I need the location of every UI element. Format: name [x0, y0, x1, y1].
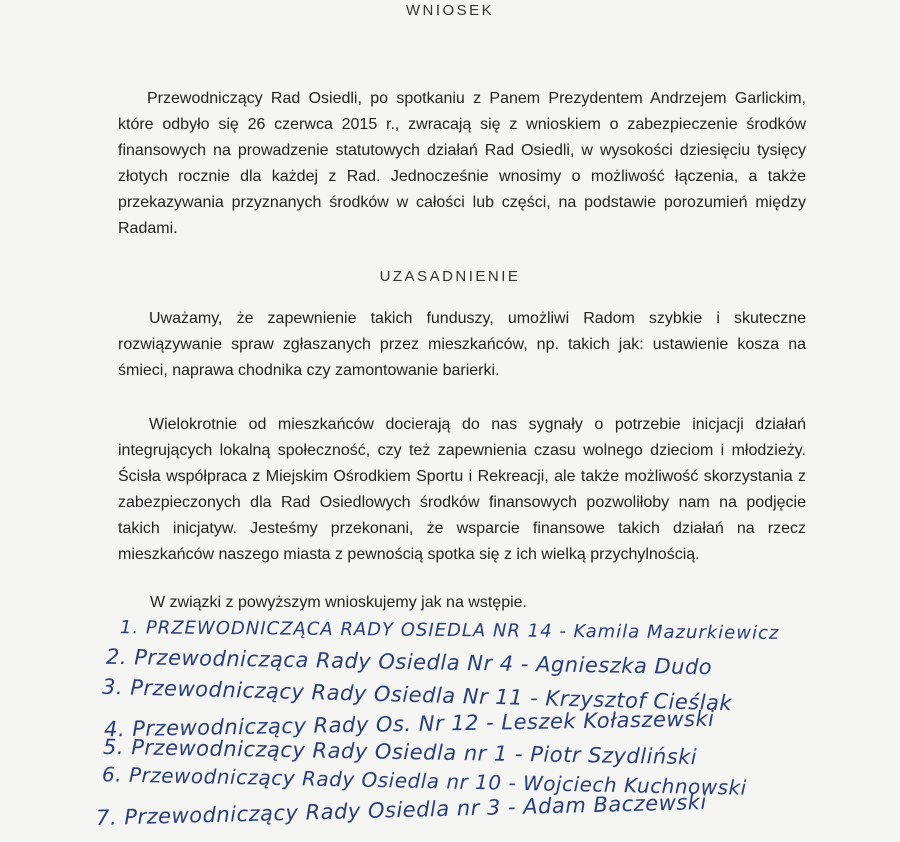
handwritten-signature-line: 6. Przewodniczący Rady Osiedla nr 10 - Wojciech Kuchnowski: [101, 762, 747, 800]
handwritten-signature-line: 4. Przewodniczący Rady Os. Nr 12 - Leszek Kołaszewski: [103, 706, 715, 742]
handwritten-signature-line: 3. Przewodniczący Rady Osiedla Nr 11 - Krzysztof Cieślak: [101, 674, 733, 716]
handwritten-signature-line: 1. PRZEWODNICZĄCA RADY OSIEDLA NR 14 - Kamila Mazurkiewicz: [119, 617, 780, 644]
document-title: WNIOSEK: [405, 2, 495, 19]
justification-paragraph-1: Uważamy, że zapewnienie takich funduszy, umożliwi Radom szybkie i skuteczne rozwiązywanie spraw zgłaszanych przez mieszkańców, np. takich jak: ustawienie kosza na śmieci, naprawa chodnika czy zamontowanie barierki.: [118, 310, 806, 379]
justification-paragraph-2: Wielokrotnie od mieszkańców docierają do nas sygnały o potrzebie inicjacji działań integrujących lokalną społeczność, czy też zapewnienia czasu wolnego dzieciom i młodzieży. Ścisła współpraca z Miejskim Ośrodkiem Sportu i Rekreacji, ale także możliwość skorzystania z zabezpieczonych dla Rad Osiedlowych środków finansowych pozwoliłoby nam na podjęcie takich inicjatyw. Jesteśmy przekonani, że wsparcie finansowe takich działań na rzecz mieszkańców naszego miasta z pewnością spotka się z ich wielką przychylnością.: [118, 416, 806, 563]
closing-sentence: W związki z powyższym wnioskujemy jak na wstępie.: [150, 594, 527, 611]
handwritten-signature-line: 2. Przewodnicząca Rady Osiedla Nr 4 - Agnieszka Dudo: [105, 644, 713, 680]
handwritten-signature-line: 7. Przewodniczący Rady Osiedla nr 3 - Adam Baczewski: [95, 790, 708, 830]
justification-heading: UZASADNIENIE: [379, 268, 521, 285]
request-paragraph: Przewodniczący Rad Osiedli, po spotkaniu z Panem Prezydentem Andrzejem Garlickim, które odbyło się 26 czerwca 2015 r., zwracają się z wnioskiem o zabezpieczenie środków finansowych na prowadzenie statutowych działań Rad Osiedli, w wysokości dziesięciu tysięcy złotych rocznie dla każdej z Rad. Jednocześnie wnosimy o możliwość łączenia, a także przekazywania przyznanych środków w całości lub części, na podstawie porozumień między Radami.: [118, 90, 806, 237]
handwritten-signature-line: 5. Przewodniczący Rady Osiedla nr 1 - Piotr Szydliński: [102, 734, 698, 770]
